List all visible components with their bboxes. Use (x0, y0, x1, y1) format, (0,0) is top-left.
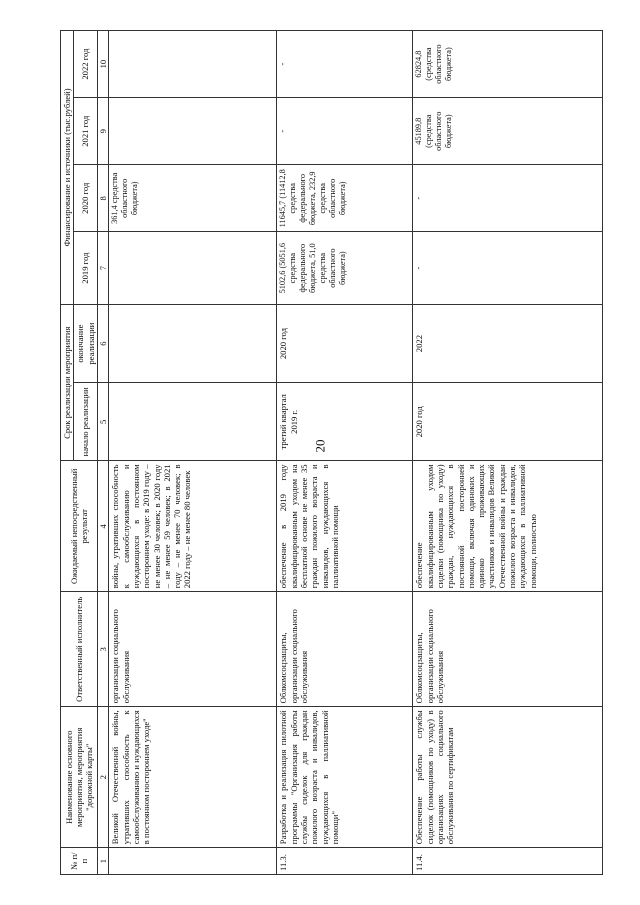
header-timing: Срок реализации мероприятия (61, 304, 74, 460)
column-number: 8 (97, 165, 108, 232)
header-2020: 2020 год (74, 165, 98, 232)
row-result: войны, утративших способность к самообслуживанию и нуждающихся в постоянном постороннем уходе: в 2019 году – не менее 30 человек; в 2020 году – не менее 59 человек; в 2021 году – не менее 70 человек; в 2022 году – не менее 80 человек (109, 461, 277, 592)
header-result: Ожидаемый непосредственный результат (61, 461, 98, 592)
row-fin-2021 (109, 98, 277, 165)
column-number: 3 (97, 592, 108, 707)
column-number: 10 (97, 31, 108, 98)
row-result: обеспечение в 2019 году квалифицированным уходом на бесплатной основе не менее 35 граждан пожилого возраста и инвалидов, нуждающихся в паллиативной помощи (277, 461, 413, 592)
row-fin-2021: - (277, 98, 413, 165)
table-row (277, 31, 413, 875)
row-num (109, 848, 277, 875)
row-executor: Облкомсоцзащиты, организации социального обслуживания (277, 592, 413, 707)
row-name: Обеспечение работы службы сиделок (помощников по уходу) в организациях социального обслуживания по сертификатам (413, 707, 603, 848)
row-fin-2019 (109, 232, 277, 305)
header-start: начало реализации (74, 383, 98, 461)
row-fin-2021: 45189,8 (средства областного бюджета) (413, 98, 603, 165)
roadmap-table (60, 30, 603, 875)
column-number: 9 (97, 98, 108, 165)
column-number: 2 (97, 707, 108, 848)
row-fin-2019: - (413, 232, 603, 305)
rotated-table-wrapper (60, 30, 640, 875)
column-number: 1 (97, 848, 108, 875)
rotated-page-area (60, 30, 640, 875)
header-num: № п/п (61, 848, 98, 875)
header-end: окончание реализации (74, 304, 98, 382)
row-name: Разработка и реализация пилотной программы "Организация работы службы сиделок для граждан пожилого возраста и инвалидов, нуждающихся в паллиативной помощи" (277, 707, 413, 848)
row-name: Великой Отечественной войны, утративших способность к самообслуживанию и нуждающихся в постоянном постороннем уходе" (109, 707, 277, 848)
row-num: 11.3. (277, 848, 413, 875)
row-executor: организации социального обслуживания (109, 592, 277, 707)
row-start: третий квартал 2019 г. (277, 383, 413, 461)
row-num: 11.4. (413, 848, 603, 875)
row-fin-2019: 5102,6 (5051,6 средства федерального бюджета, 51,0 средства областного бюджета) (277, 232, 413, 305)
row-end: 2022 (413, 304, 603, 382)
row-start: 2020 год (413, 383, 603, 461)
row-result: обеспечение квалифицированным уходом сиделки (помощника по уходу) граждан, нуждающихся в постоянной посторонней помощи, включая одиноких и одиноко проживающих участников и инвалидов Великой Отечественной войны и граждан пожилого возраста и инвалидов, нуждающихся в паллиативной помощи, полностью (413, 461, 603, 592)
header-name: Наименование основного мероприятия, мероприятия "дорожной карты" (61, 707, 98, 848)
row-fin-2020: 361,4 средства областного бюджета) (109, 165, 277, 232)
row-executor: Облкомсоцзащиты, организации социального обслуживания (413, 592, 603, 707)
column-number: 7 (97, 232, 108, 305)
table-row (109, 31, 277, 875)
row-fin-2020: - (413, 165, 603, 232)
column-number: 5 (97, 383, 108, 461)
column-number: 4 (97, 461, 108, 592)
row-fin-2020: 11645,7 (11412,8 средства федерального бюджета, 232,9 средства областного бюджета) (277, 165, 413, 232)
header-executor: Ответственный исполнитель (61, 592, 98, 707)
row-fin-2022 (109, 31, 277, 98)
column-number: 6 (97, 304, 108, 382)
page-number: 20 (312, 439, 328, 453)
header-finance: Финансирование и источники (тыс.рублей) (61, 31, 74, 305)
row-fin-2022: 62824,8 (средства областного бюджета) (413, 31, 603, 98)
row-fin-2022: - (277, 31, 413, 98)
header-2022: 2022 год (74, 31, 98, 98)
header-2019: 2019 год (74, 232, 98, 305)
row-end (109, 304, 277, 382)
column-number-row (97, 31, 108, 875)
row-start (109, 383, 277, 461)
row-end: 2020 год (277, 304, 413, 382)
header-2021: 2021 год (74, 98, 98, 165)
table-row (413, 31, 603, 875)
